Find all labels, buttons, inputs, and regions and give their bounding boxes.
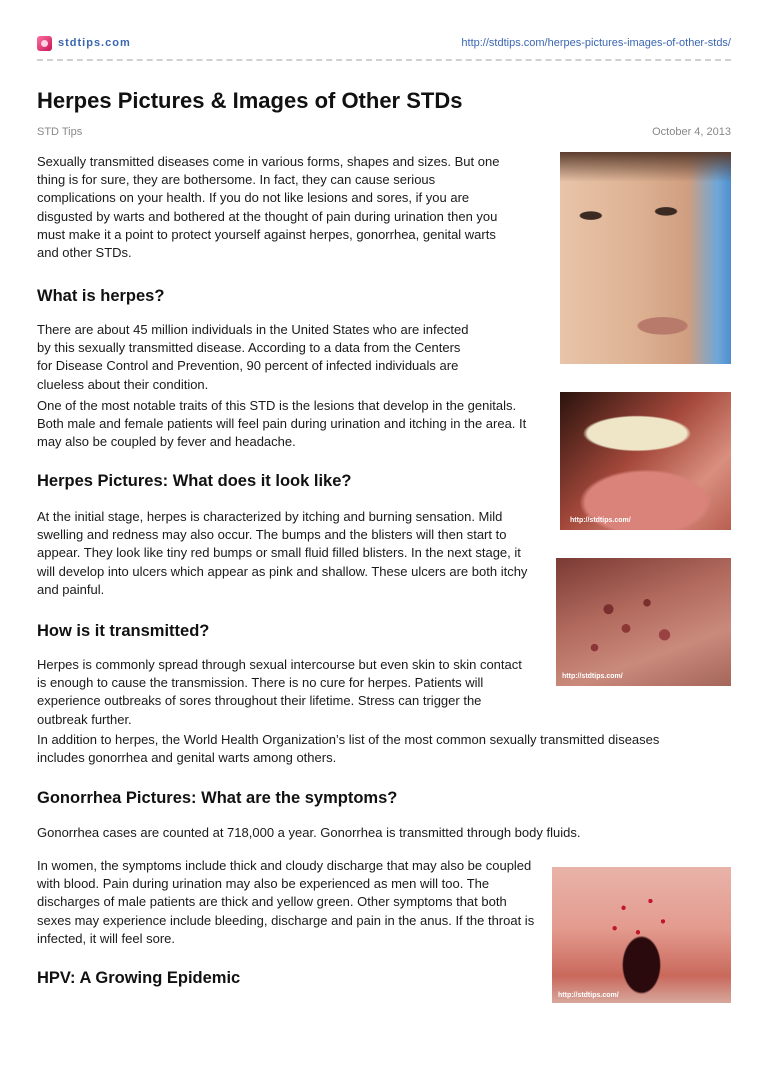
paragraph-gonorrhea-cases: Gonorrhea cases are counted at 718,000 a year. Gonorrhea is transmitted through body fluids. [37,825,581,840]
page-url-link[interactable]: http://stdtips.com/herpes-pictures-images-of-other-stds/ [461,37,731,49]
article-meta [37,126,731,138]
site-logo-icon [37,36,52,51]
site-name[interactable]: stdtips.com [58,37,131,49]
heading-what-is-herpes: What is herpes? [37,287,165,305]
author: STD Tips [37,126,83,138]
face-photo [560,152,731,364]
paragraph-transmission: Herpes is commonly spread through sexual intercourse but even skin to skin contact is enough to cause the transmission. There is no cure for herpes. Patients will experience outbreaks of sores throughout their lifetime. Stress can trigger the outbreak further. [37,657,522,727]
heading-herpes-pictures: Herpes Pictures: What does it look like? [37,472,352,490]
page-title: Herpes Pictures & Images of Other STDs [37,88,463,113]
watermark-text: http://stdtips.com/ [570,517,631,524]
gonorrhea-throat-photo [552,867,731,1003]
paragraph-herpes-stats: There are about 45 million individuals in the United States who are infected by this sexually transmitted disease. According to a data from the Centers for Disease Control and Prevention, 90 percent of infected individuals are clueless about their condition. [37,322,469,392]
heading-gonorrhea-pictures: Gonorrhea Pictures: What are the symptoms? [37,789,398,807]
publish-date: October 4, 2013 [652,126,731,138]
watermark-text: http://stdtips.com/ [558,992,619,999]
page-header [37,32,731,56]
paragraph-who-list: In addition to herpes, the World Health Organization’s list of the most common sexually transmitted diseases includes gonorrhea and genital warts among others. [37,732,660,766]
herpes-skin-photo [556,558,731,686]
paragraph-gonorrhea-symptoms: In women, the symptoms include thick and cloudy discharge that may also be coupled with blood. Pain during urination may also be experienced as men will too. The discharges of male patients are thick and yellow green. Other symptoms that both sexes may experience include bleeding, discharge and pain in the anus. If the throat is infected, it will feel sore. [37,858,535,946]
heading-hpv: HPV: A Growing Epidemic [37,969,241,987]
watermark-text: http://stdtips.com/ [562,673,623,680]
herpes-mouth-photo [560,392,731,530]
paragraph-herpes-appearance: At the initial stage, herpes is characterized by itching and burning sensation. Mild swelling and redness may also occur. The bumps and the blisters will then start to appear. They look like tiny red bumps or small fluid filled blisters. In the next stage, it will develop into ulcers which appear as pink and shallow. These ulcers are both itchy and painful. [37,509,528,597]
paragraph-herpes-traits: One of the most notable traits of this STD is the lesions that develop in the genitals. Both male and female patients will feel pain during urination and itching in the area. It may also be coupled by fever and headache. [37,398,527,450]
header-divider [37,59,731,61]
intro-paragraph: Sexually transmitted diseases come in various forms, shapes and sizes. But one thing is for sure, they are bothersome. In fact, they can cause serious complications on your health. If you do not like lesions and sores, if you are disgusted by warts and bothered at the thought of pain during urination then you must make it a point to protect yourself against herpes, gonorrhea, genital warts and other STDs. [37,154,500,261]
heading-transmission: How is it transmitted? [37,622,210,640]
